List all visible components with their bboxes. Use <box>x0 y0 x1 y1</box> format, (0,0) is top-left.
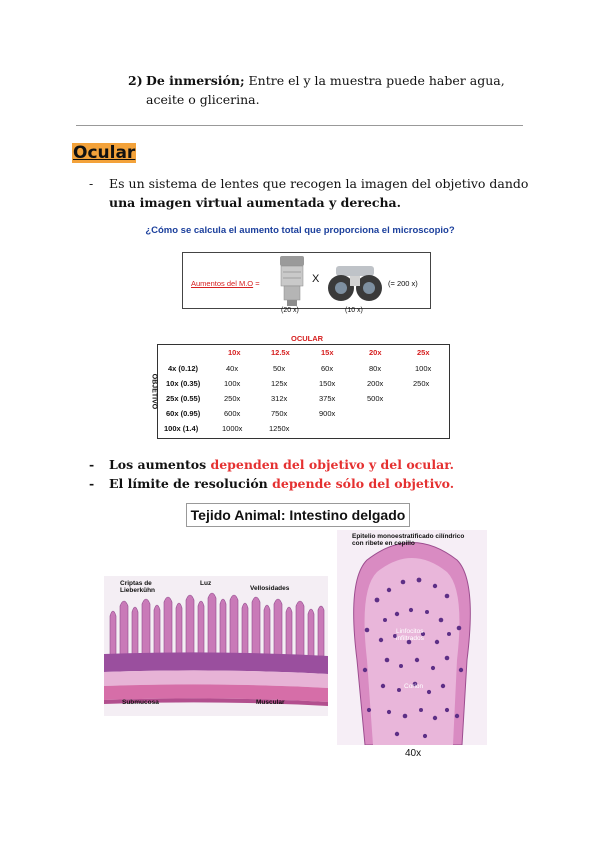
table-row-header: 100x (1.4) <box>164 424 199 433</box>
table-cell: 250x <box>413 379 430 388</box>
table-cell: 125x <box>271 379 288 388</box>
list-item-inmersion <box>128 71 528 109</box>
table-row-header: 25x (0.55) <box>166 394 201 403</box>
table-cell: 312x <box>271 394 288 403</box>
list-item: - Los aumentos dependen del objetivo y del ocular. <box>89 457 454 472</box>
table-cell: 500x <box>367 394 384 403</box>
label-linfocitos: Linfocitos infiltrados <box>396 628 424 642</box>
table-col-header: 20x <box>369 348 382 357</box>
formula-label: Aumentos del M.O = <box>191 279 260 288</box>
tissue-title: Tejido Animal: Intestino delgado <box>186 503 410 527</box>
label-epitelio: Epitelio monoestratificado cilíndrico con ribete en cepillo <box>352 533 465 547</box>
magnification-caption: 40x <box>405 748 422 759</box>
table-column-group: OCULAR <box>291 334 324 343</box>
table-cell: 600x <box>224 409 241 418</box>
times-sign: X <box>312 273 320 285</box>
item-text: Entre el y la muestra puede haber agua, aceite o glicerina. <box>146 73 505 107</box>
table-cell: 50x <box>273 364 286 373</box>
formula-result: (= 200 x) <box>388 279 418 288</box>
table-cell: 100x <box>224 379 241 388</box>
table-cell: 1000x <box>222 424 243 433</box>
objective-lens-illustration <box>276 254 308 308</box>
intestine-section-image <box>104 576 328 716</box>
label-vellosidades: Vellosidades <box>250 585 290 592</box>
table-row-group: OBJETIVO <box>150 373 158 410</box>
table-cell: 60x <box>321 364 334 373</box>
table-cell: 750x <box>271 409 288 418</box>
table-row-header: 60x (0.95) <box>166 409 201 418</box>
item-term: De inmersión; <box>146 73 245 88</box>
table-col-header: 15x <box>321 348 334 357</box>
label-submucosa: Submucosa <box>122 699 159 706</box>
figure-question: ¿Cómo se calcula el aumento total que proporciona el microscopio? <box>145 225 455 236</box>
table-row-header: 10x (0.35) <box>166 379 201 388</box>
table-cell: 900x <box>319 409 336 418</box>
bullet-marker: - <box>89 176 94 191</box>
item-number: 2) <box>128 73 143 88</box>
bullet-text: Es un sistema de lentes que recogen la imagen del objetivo dando <box>109 176 529 191</box>
objective-caption: (20 x) <box>281 307 299 314</box>
table-col-header: 25x <box>417 348 430 357</box>
dependency-bullets <box>89 455 534 493</box>
table-cell: 40x <box>226 364 239 373</box>
table-cell: 1250x <box>269 424 290 433</box>
list-item: - El límite de resolución depende sólo del objetivo. <box>89 476 455 491</box>
ocular-caption: (10 x) <box>345 307 363 314</box>
table-row-header: 4x (0.12) <box>168 364 199 373</box>
label-criptas: Criptas de Lieberkühn <box>120 580 156 594</box>
table-cell: 200x <box>367 379 384 388</box>
table-cell: 375x <box>319 394 336 403</box>
label-corion: Corion <box>404 683 424 690</box>
table-cell: 80x <box>369 364 382 373</box>
table-cell: 100x <box>415 364 432 373</box>
bullet-bold: una imagen virtual aumentada y derecha. <box>109 195 402 210</box>
table-col-header: 12.5x <box>271 348 290 357</box>
label-luz: Luz <box>200 580 212 587</box>
divider <box>76 125 523 126</box>
table-cell: 150x <box>319 379 336 388</box>
table-cell: 250x <box>224 394 241 403</box>
ocular-bullet <box>89 174 534 212</box>
section-heading: Ocular <box>73 143 136 163</box>
ocular-illustration <box>326 262 384 304</box>
magnification-table <box>157 344 450 439</box>
label-muscular: Muscular <box>256 699 285 706</box>
table-col-header: 10x <box>228 348 241 357</box>
